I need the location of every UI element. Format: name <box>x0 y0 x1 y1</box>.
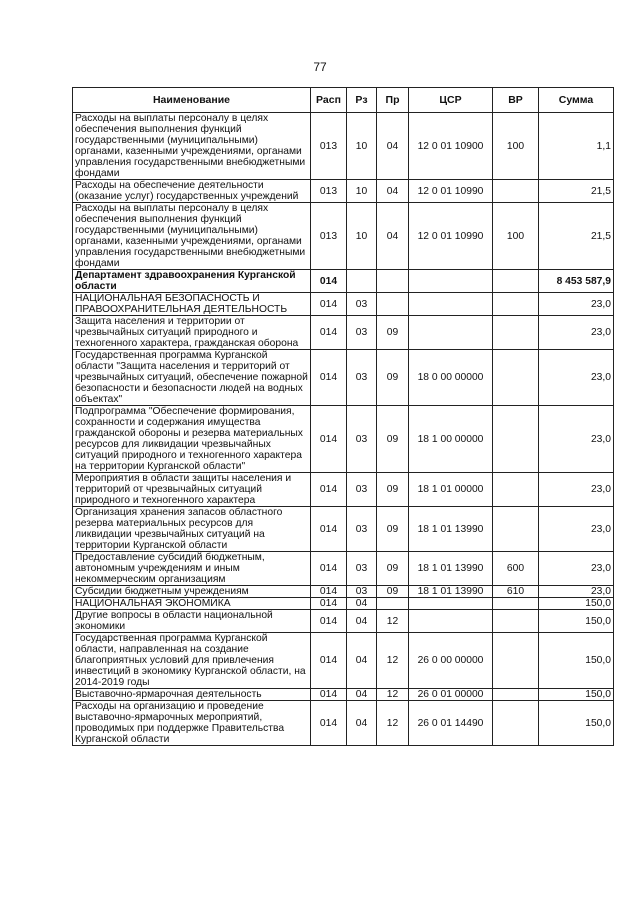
row-rz-cell: 03 <box>347 350 377 406</box>
row-name-cell: НАЦИОНАЛЬНАЯ ЭКОНОМИКА <box>73 598 311 610</box>
row-csr-cell: 18 1 00 00000 <box>409 406 493 473</box>
table-row <box>73 180 614 203</box>
row-sum-cell: 23,0 <box>539 316 614 350</box>
row-pr-cell: 12 <box>377 689 409 701</box>
table-row <box>73 203 614 270</box>
row-rz-cell: 10 <box>347 180 377 203</box>
row-name-cell: Другие вопросы в области национальной экономики <box>73 610 311 633</box>
table-row <box>73 350 614 406</box>
row-sum-cell: 21,5 <box>539 180 614 203</box>
row-pr-cell <box>377 270 409 293</box>
row-vr-cell <box>493 598 539 610</box>
row-rz-cell: 03 <box>347 406 377 473</box>
row-vr-cell <box>493 633 539 689</box>
row-vr-cell <box>493 270 539 293</box>
row-pr-cell: 04 <box>377 113 409 180</box>
row-vr-cell <box>493 473 539 507</box>
row-csr-cell: 12 0 01 10900 <box>409 113 493 180</box>
row-vr-cell <box>493 406 539 473</box>
row-rasp-cell: 014 <box>311 598 347 610</box>
row-name-cell: Подпрограмма "Обеспечение формирования, сохранности и содержания имущества гражданской обороны и резерва материальных ресурсов для ликвидации чрезвычайных ситуаций природного и техногенного характера на территории Курганской области" <box>73 406 311 473</box>
budget-table <box>72 87 614 746</box>
column-header-rz: Рз <box>347 88 377 113</box>
row-name-cell: Расходы на выплаты персоналу в целях обеспечения выполнения функций государственными (муниципальными) органами, казенными учреждениями, органами управления государственными внебюджетными фондами <box>73 113 311 180</box>
row-rasp-cell: 013 <box>311 203 347 270</box>
row-rz-cell: 04 <box>347 633 377 689</box>
row-rz-cell: 04 <box>347 610 377 633</box>
row-csr-cell: 26 0 01 14490 <box>409 701 493 746</box>
row-csr-cell <box>409 610 493 633</box>
row-sum-cell: 150,0 <box>539 610 614 633</box>
row-rasp-cell: 014 <box>311 507 347 552</box>
row-sum-cell: 150,0 <box>539 598 614 610</box>
row-vr-cell <box>493 316 539 350</box>
row-name-cell: Государственная программа Курганской области, направленная на создание благоприятных условий для привлечения инвестиций в экономику Курганской области, на 2014-2019 годы <box>73 633 311 689</box>
row-rasp-cell: 014 <box>311 316 347 350</box>
row-pr-cell: 09 <box>377 586 409 598</box>
row-rz-cell: 04 <box>347 689 377 701</box>
table-row <box>73 293 614 316</box>
row-sum-cell: 21,5 <box>539 203 614 270</box>
table-row <box>73 473 614 507</box>
row-rasp-cell: 013 <box>311 180 347 203</box>
row-rz-cell: 10 <box>347 203 377 270</box>
row-vr-cell <box>493 610 539 633</box>
row-csr-cell: 12 0 01 10990 <box>409 203 493 270</box>
row-sum-cell: 23,0 <box>539 406 614 473</box>
column-header-vr: ВР <box>493 88 539 113</box>
row-rasp-cell: 014 <box>311 633 347 689</box>
row-csr-cell <box>409 316 493 350</box>
table-row <box>73 701 614 746</box>
row-vr-cell: 610 <box>493 586 539 598</box>
row-name-cell: Субсидии бюджетным учреждениям <box>73 586 311 598</box>
row-vr-cell: 100 <box>493 203 539 270</box>
row-rasp-cell: 014 <box>311 689 347 701</box>
row-csr-cell: 12 0 01 10990 <box>409 180 493 203</box>
row-rz-cell: 03 <box>347 473 377 507</box>
row-sum-cell: 1,1 <box>539 113 614 180</box>
row-rasp-cell: 014 <box>311 350 347 406</box>
table-row <box>73 598 614 610</box>
row-name-cell: Расходы на выплаты персоналу в целях обеспечения выполнения функций государственными (муниципальными) органами, казенными учреждениями, органами управления государственными внебюджетными фондами <box>73 203 311 270</box>
row-csr-cell: 26 0 01 00000 <box>409 689 493 701</box>
row-rasp-cell: 013 <box>311 113 347 180</box>
row-rz-cell: 03 <box>347 552 377 586</box>
table-row <box>73 270 614 293</box>
row-pr-cell: 12 <box>377 701 409 746</box>
table-row <box>73 507 614 552</box>
row-pr-cell <box>377 293 409 316</box>
row-rz-cell: 03 <box>347 316 377 350</box>
table-row <box>73 552 614 586</box>
table-row <box>73 586 614 598</box>
row-csr-cell <box>409 598 493 610</box>
row-name-cell: Расходы на обеспечение деятельности (оказание услуг) государственных учреждений <box>73 180 311 203</box>
row-sum-cell: 23,0 <box>539 507 614 552</box>
column-header-csr: ЦСР <box>409 88 493 113</box>
row-pr-cell: 09 <box>377 507 409 552</box>
row-name-cell: Расходы на организацию и проведение выставочно-ярмарочных мероприятий, проводимых при поддержке Правительства Курганской области <box>73 701 311 746</box>
row-rz-cell: 04 <box>347 598 377 610</box>
row-vr-cell <box>493 507 539 552</box>
row-csr-cell <box>409 293 493 316</box>
row-pr-cell: 12 <box>377 610 409 633</box>
row-pr-cell: 09 <box>377 406 409 473</box>
row-pr-cell: 04 <box>377 180 409 203</box>
row-sum-cell: 23,0 <box>539 552 614 586</box>
row-name-cell: Выставочно-ярмарочная деятельность <box>73 689 311 701</box>
row-vr-cell <box>493 180 539 203</box>
row-rz-cell: 10 <box>347 113 377 180</box>
row-rasp-cell: 014 <box>311 552 347 586</box>
row-rasp-cell: 014 <box>311 701 347 746</box>
row-rz-cell: 03 <box>347 293 377 316</box>
row-sum-cell: 23,0 <box>539 586 614 598</box>
row-sum-cell: 150,0 <box>539 701 614 746</box>
row-pr-cell <box>377 598 409 610</box>
row-sum-cell: 23,0 <box>539 293 614 316</box>
table-row <box>73 406 614 473</box>
column-header-sum: Сумма <box>539 88 614 113</box>
row-rz-cell: 03 <box>347 586 377 598</box>
row-pr-cell: 04 <box>377 203 409 270</box>
row-vr-cell <box>493 689 539 701</box>
row-name-cell: Организация хранения запасов областного резерва материальных ресурсов для ликвидации чрезвычайных ситуаций на территории Курганской области <box>73 507 311 552</box>
row-pr-cell: 09 <box>377 552 409 586</box>
row-vr-cell <box>493 701 539 746</box>
row-pr-cell: 09 <box>377 316 409 350</box>
row-csr-cell <box>409 270 493 293</box>
row-pr-cell: 12 <box>377 633 409 689</box>
row-sum-cell: 23,0 <box>539 473 614 507</box>
row-rz-cell: 03 <box>347 507 377 552</box>
table-body <box>73 113 614 746</box>
row-rz-cell <box>347 270 377 293</box>
row-rasp-cell: 014 <box>311 406 347 473</box>
column-header-pr: Пр <box>377 88 409 113</box>
table-row <box>73 316 614 350</box>
row-rz-cell: 04 <box>347 701 377 746</box>
row-csr-cell: 18 1 01 13990 <box>409 586 493 598</box>
row-name-cell: Мероприятия в области защиты населения и территорий от чрезвычайных ситуаций природного и техногенного характера <box>73 473 311 507</box>
row-sum-cell: 8 453 587,9 <box>539 270 614 293</box>
row-vr-cell: 100 <box>493 113 539 180</box>
table-row <box>73 689 614 701</box>
row-sum-cell: 150,0 <box>539 689 614 701</box>
page-number: 77 <box>313 60 327 74</box>
row-sum-cell: 23,0 <box>539 350 614 406</box>
row-rasp-cell: 014 <box>311 610 347 633</box>
row-csr-cell: 18 1 01 13990 <box>409 552 493 586</box>
row-rasp-cell: 014 <box>311 270 347 293</box>
table-header-row <box>73 88 614 113</box>
table-row <box>73 633 614 689</box>
row-rasp-cell: 014 <box>311 473 347 507</box>
row-pr-cell: 09 <box>377 350 409 406</box>
row-vr-cell <box>493 350 539 406</box>
row-name-cell: Защита населения и территории от чрезвычайных ситуаций природного и техногенного характера, гражданская оборона <box>73 316 311 350</box>
row-csr-cell: 18 1 01 00000 <box>409 473 493 507</box>
row-csr-cell: 26 0 00 00000 <box>409 633 493 689</box>
row-name-cell: Предоставление субсидий бюджетным, автономным учреждениям и иным некоммерческим организациям <box>73 552 311 586</box>
row-vr-cell: 600 <box>493 552 539 586</box>
row-rasp-cell: 014 <box>311 586 347 598</box>
row-name-cell: Департамент здравоохранения Курганской области <box>73 270 311 293</box>
row-vr-cell <box>493 293 539 316</box>
row-csr-cell: 18 1 01 13990 <box>409 507 493 552</box>
column-header-rasp: Расп <box>311 88 347 113</box>
row-name-cell: НАЦИОНАЛЬНАЯ БЕЗОПАСНОСТЬ И ПРАВООХРАНИТЕЛЬНАЯ ДЕЯТЕЛЬНОСТЬ <box>73 293 311 316</box>
row-csr-cell: 18 0 00 00000 <box>409 350 493 406</box>
table-row <box>73 113 614 180</box>
row-name-cell: Государственная программа Курганской области "Защита населения и территорий от чрезвычайных ситуаций, обеспечение пожарной безопасности и безопасности людей на водных объектах" <box>73 350 311 406</box>
table-row <box>73 610 614 633</box>
column-header-name: Наименование <box>73 88 311 113</box>
row-rasp-cell: 014 <box>311 293 347 316</box>
row-sum-cell: 150,0 <box>539 633 614 689</box>
row-pr-cell: 09 <box>377 473 409 507</box>
